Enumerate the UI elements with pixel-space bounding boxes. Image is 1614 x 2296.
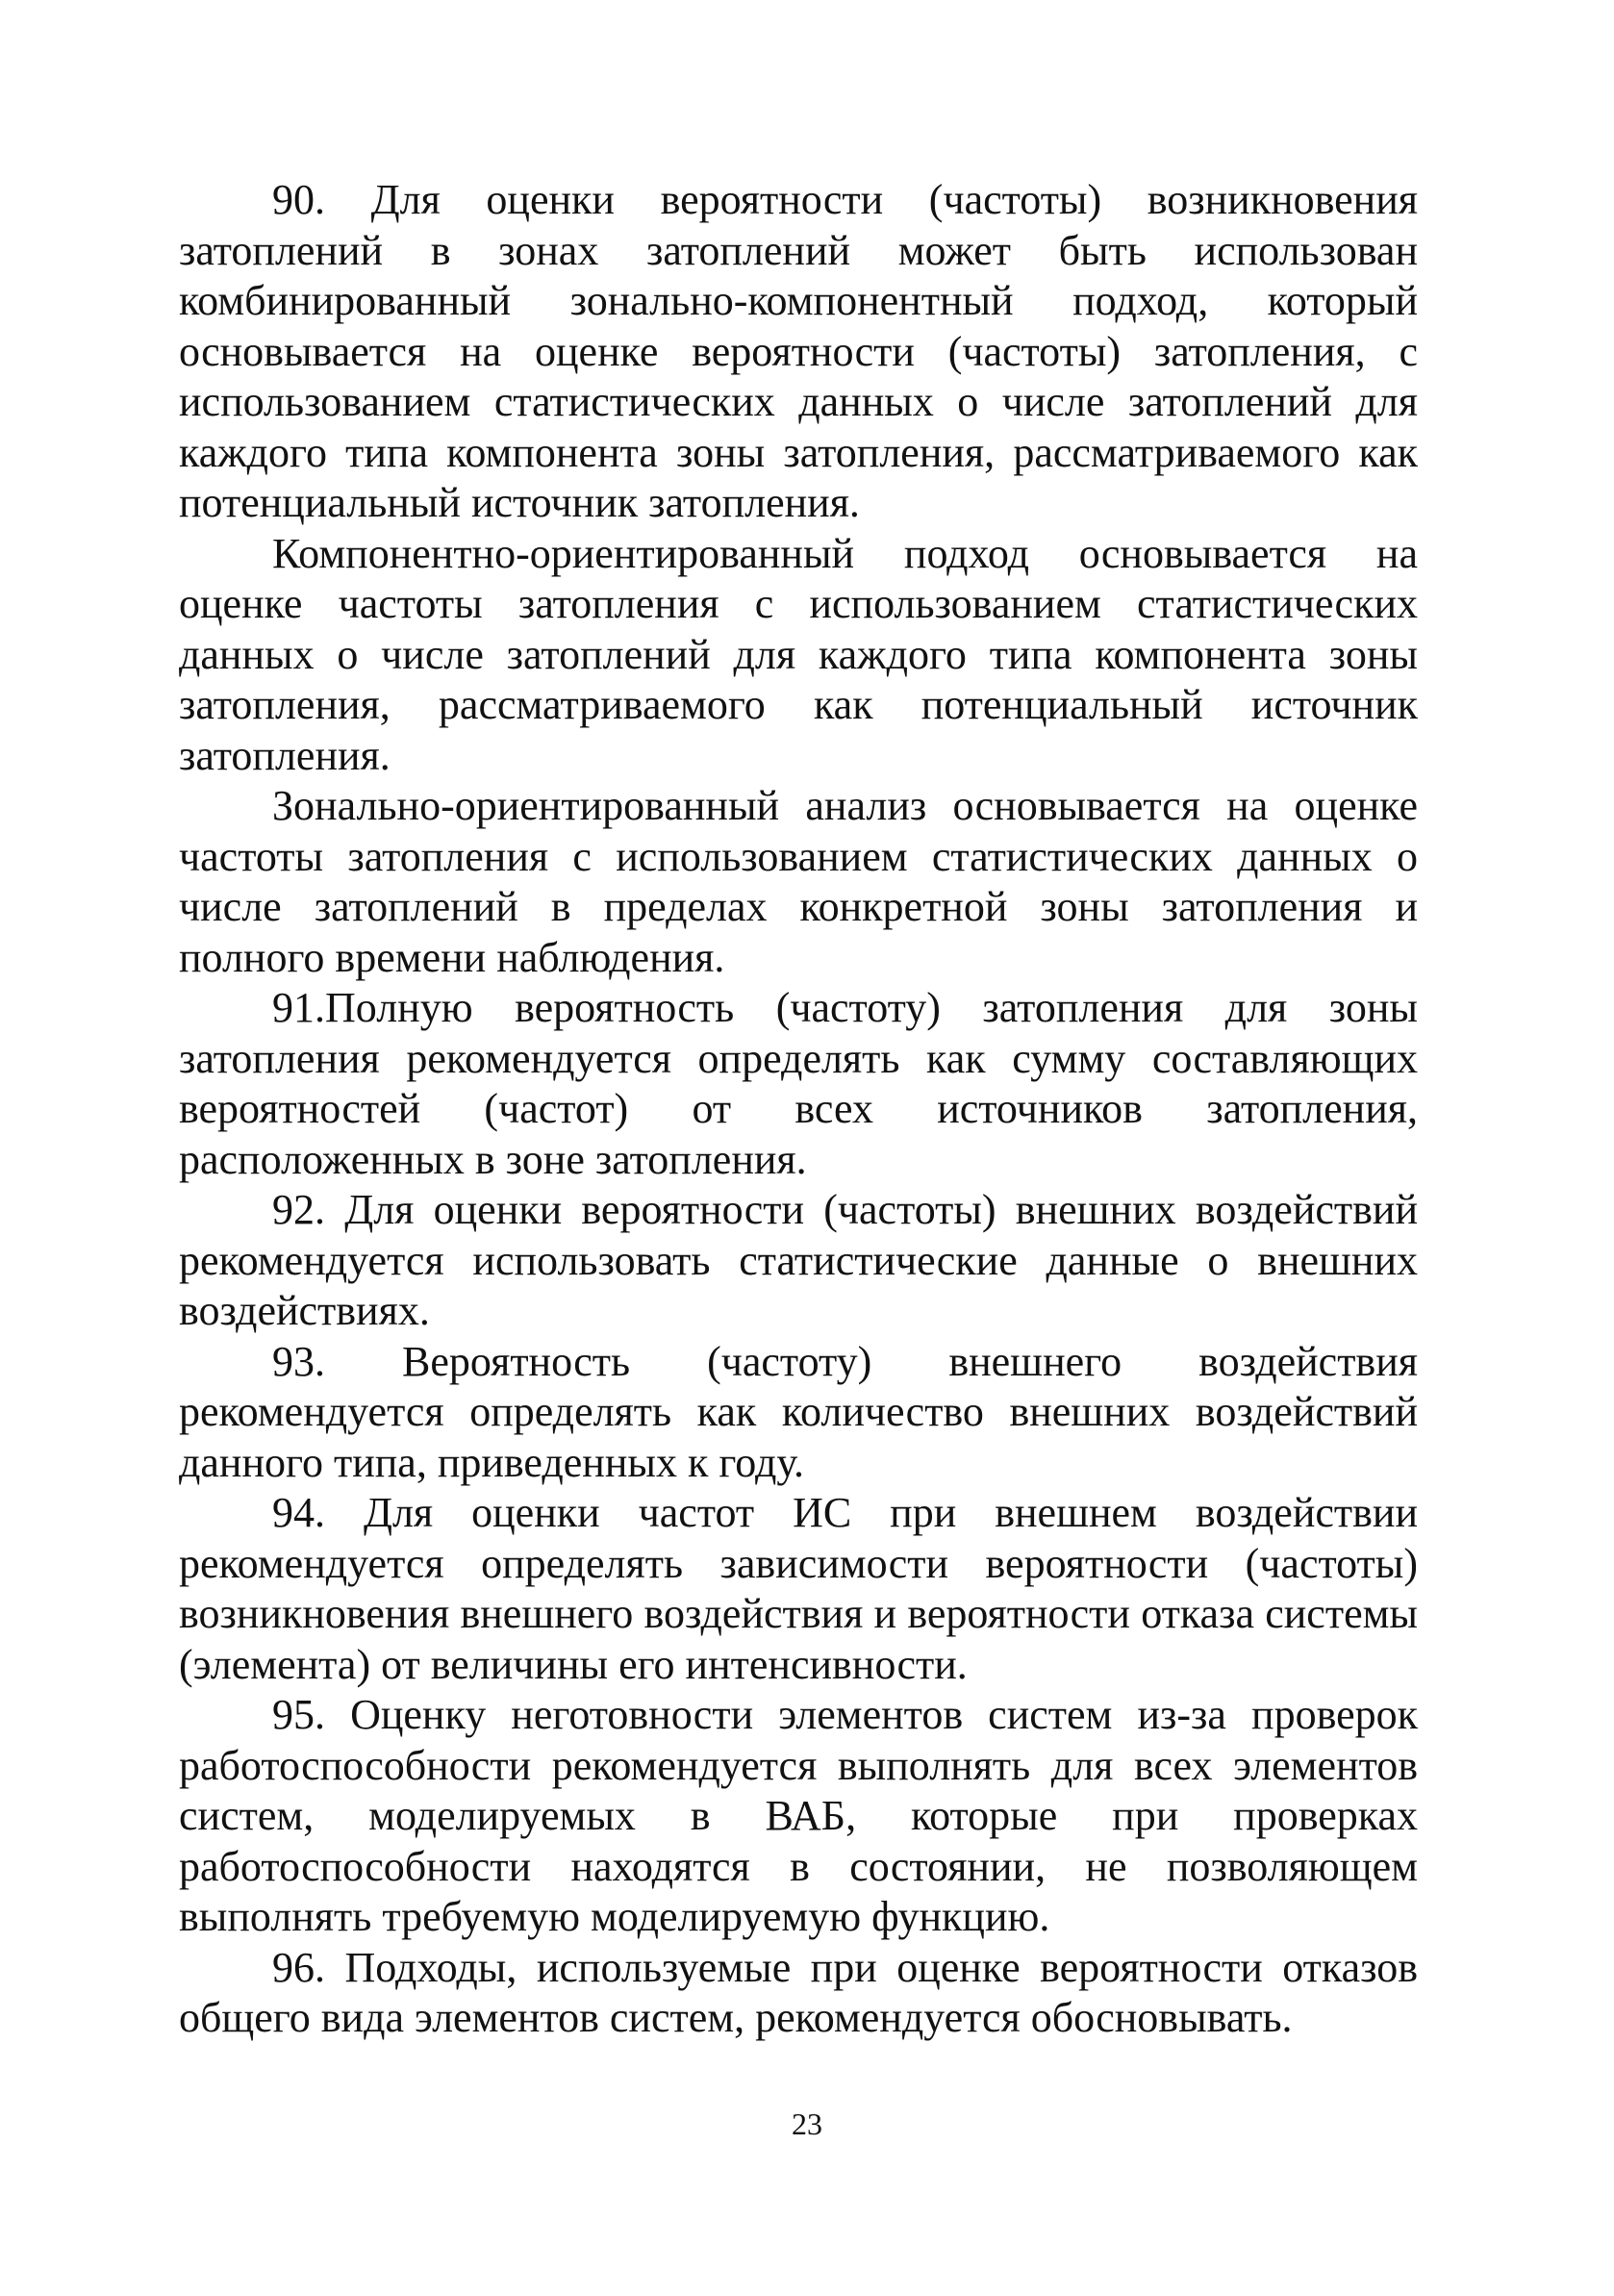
page-number: 23	[792, 2107, 822, 2141]
paragraph-90: 90. Для оценки вероятности (частоты) возникновения затоплений в зонах затоплений может быть использован комбинированный зонально-компонентный подход, который основывается на оценке вероятности (частоты) затопления, с использованием статистических данных о числе затоплений для каждого типа компонента зоны затопления, рассматриваемого как потенциальный источник затопления.	[179, 176, 1418, 526]
paragraph-96: 96. Подходы, используемые при оценке вероятности отказов общего вида элементов систем, рекомендуется обосновывать.	[179, 1943, 1418, 2041]
paragraph-92: 92. Для оценки вероятности (частоты) внешних воздействий рекомендуется использовать статистические данные о внешних воздействиях.	[179, 1186, 1418, 1334]
paragraph-zonal-analysis: Зонально-ориентированный анализ основывается на оценке частоты затопления с использованием статистических данных о числе затоплений в пределах конкретной зоны затопления и полного времени наблюдения.	[179, 782, 1418, 981]
paragraph-95: 95. Оценку неготовности элементов систем из-за проверок работоспособности рекомендуется выполнять для всех элементов систем, моделируемых в ВАБ, которые при проверках работоспособности находятся в состоянии, не позволяющем выполнять требуемую моделируемую функцию.	[179, 1691, 1418, 1940]
paragraph-94: 94. Для оценки частот ИС при внешнем воздействии рекомендуется определять зависимости вероятности (частоты) возникновения внешнего воздействия и вероятности отказа системы (элемента) от величины его интенсивности.	[179, 1489, 1418, 1688]
paragraph-91: 91.Полную вероятность (частоту) затопления для зоны затопления рекомендуется определять как сумму составляющих вероятностей (частот) от всех источников затопления, расположенных в зоне затопления.	[179, 984, 1418, 1183]
paragraph-93: 93. Вероятность (частоту) внешнего воздействия рекомендуется определять как количество внешних воздействий данного типа, приведенных к году.	[179, 1337, 1418, 1486]
paragraph-component-approach: Компонентно-ориентированный подход основывается на оценке частоты затопления с использованием статистических данных о числе затоплений для каждого типа компонента зоны затопления, рассматриваемого как потенциальный источник затопления.	[179, 529, 1418, 779]
body-text	[179, 175, 1418, 2044]
